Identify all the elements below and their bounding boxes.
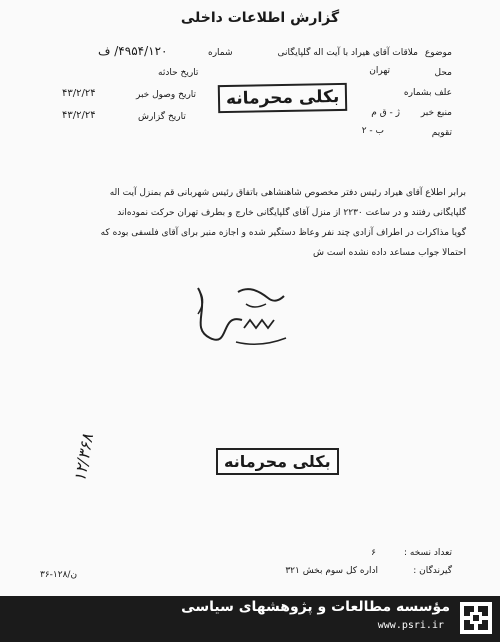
- receipt-date-value: ۴۳/۲/۲۴: [62, 88, 96, 99]
- margin-handwriting: ۱۲/۳۶۸: [70, 432, 98, 484]
- number-value: ۴۹۵۴/۱۲۰/ ف: [98, 44, 168, 58]
- attachments-label: علف بشماره: [403, 88, 452, 98]
- organization-name: مؤسسه مطالعات و پژوهشهای سیاسی: [181, 599, 450, 615]
- body-line-3: گویا مذاکرات در اطراف آزادی چند نفر وعاظ دستگیر شده و اجازه منبر برای آقای فلسفی بوده که: [100, 228, 466, 238]
- confidential-stamp-bottom: بکلی محرمانه: [216, 448, 339, 475]
- place-value: تهران: [369, 66, 390, 76]
- recipients-label: گیرندگان :: [413, 566, 452, 576]
- watermark-bar: [0, 596, 500, 642]
- source-label: منبع خبر: [420, 108, 452, 118]
- incident-date-label: تاریخ حادثه: [158, 68, 199, 78]
- document-code: ۳۶-۱۲۸/ن: [40, 570, 78, 580]
- body-line-2: گلپایگانی رفتند و در ساعت ۲۲۳۰ از منزل آقای گلپایگانی خارج و بطرف تهران حرکت نموده‌اند: [117, 208, 466, 218]
- report-date-label: تاریخ گزارش: [138, 112, 186, 122]
- body-line-1: برابر اطلاع آقای هیراد رئیس دفتر مخصوص شاهنشاهی باتفاق رئیس شهربانی قم بمنزل آیت اله: [109, 188, 466, 198]
- recipients-value: اداره کل سوم بخش ۳۲۱: [285, 566, 378, 576]
- body-line-4: احتمالا جواب مساعد داده نشده است ش: [313, 248, 466, 258]
- source-value: ژ - ق م: [371, 108, 400, 118]
- copies-label: تعداد نسخه :: [403, 548, 452, 558]
- report-date-value: ۴۳/۲/۲۴: [62, 110, 96, 121]
- evaluation-label: تقویم: [431, 128, 452, 138]
- confidential-stamp: بکلی محرمانه: [218, 83, 348, 113]
- signature-mark: [180, 268, 300, 358]
- website-url: www.psri.ir: [377, 620, 444, 631]
- copies-value: ۶: [371, 548, 376, 558]
- number-label: شماره: [208, 48, 233, 58]
- receipt-date-label: تاریخ وصول خبر: [136, 90, 197, 100]
- psri-logo-icon: [460, 602, 492, 634]
- subject-value: ملاقات آقای هیراد با آیت اله گلپایگانی: [277, 48, 418, 58]
- subject-label: موضوع: [424, 48, 452, 58]
- place-label: محل: [434, 68, 452, 78]
- evaluation-value: ب - ۲: [361, 126, 384, 136]
- document-title: گزارش اطلاعات داخلی: [180, 10, 340, 26]
